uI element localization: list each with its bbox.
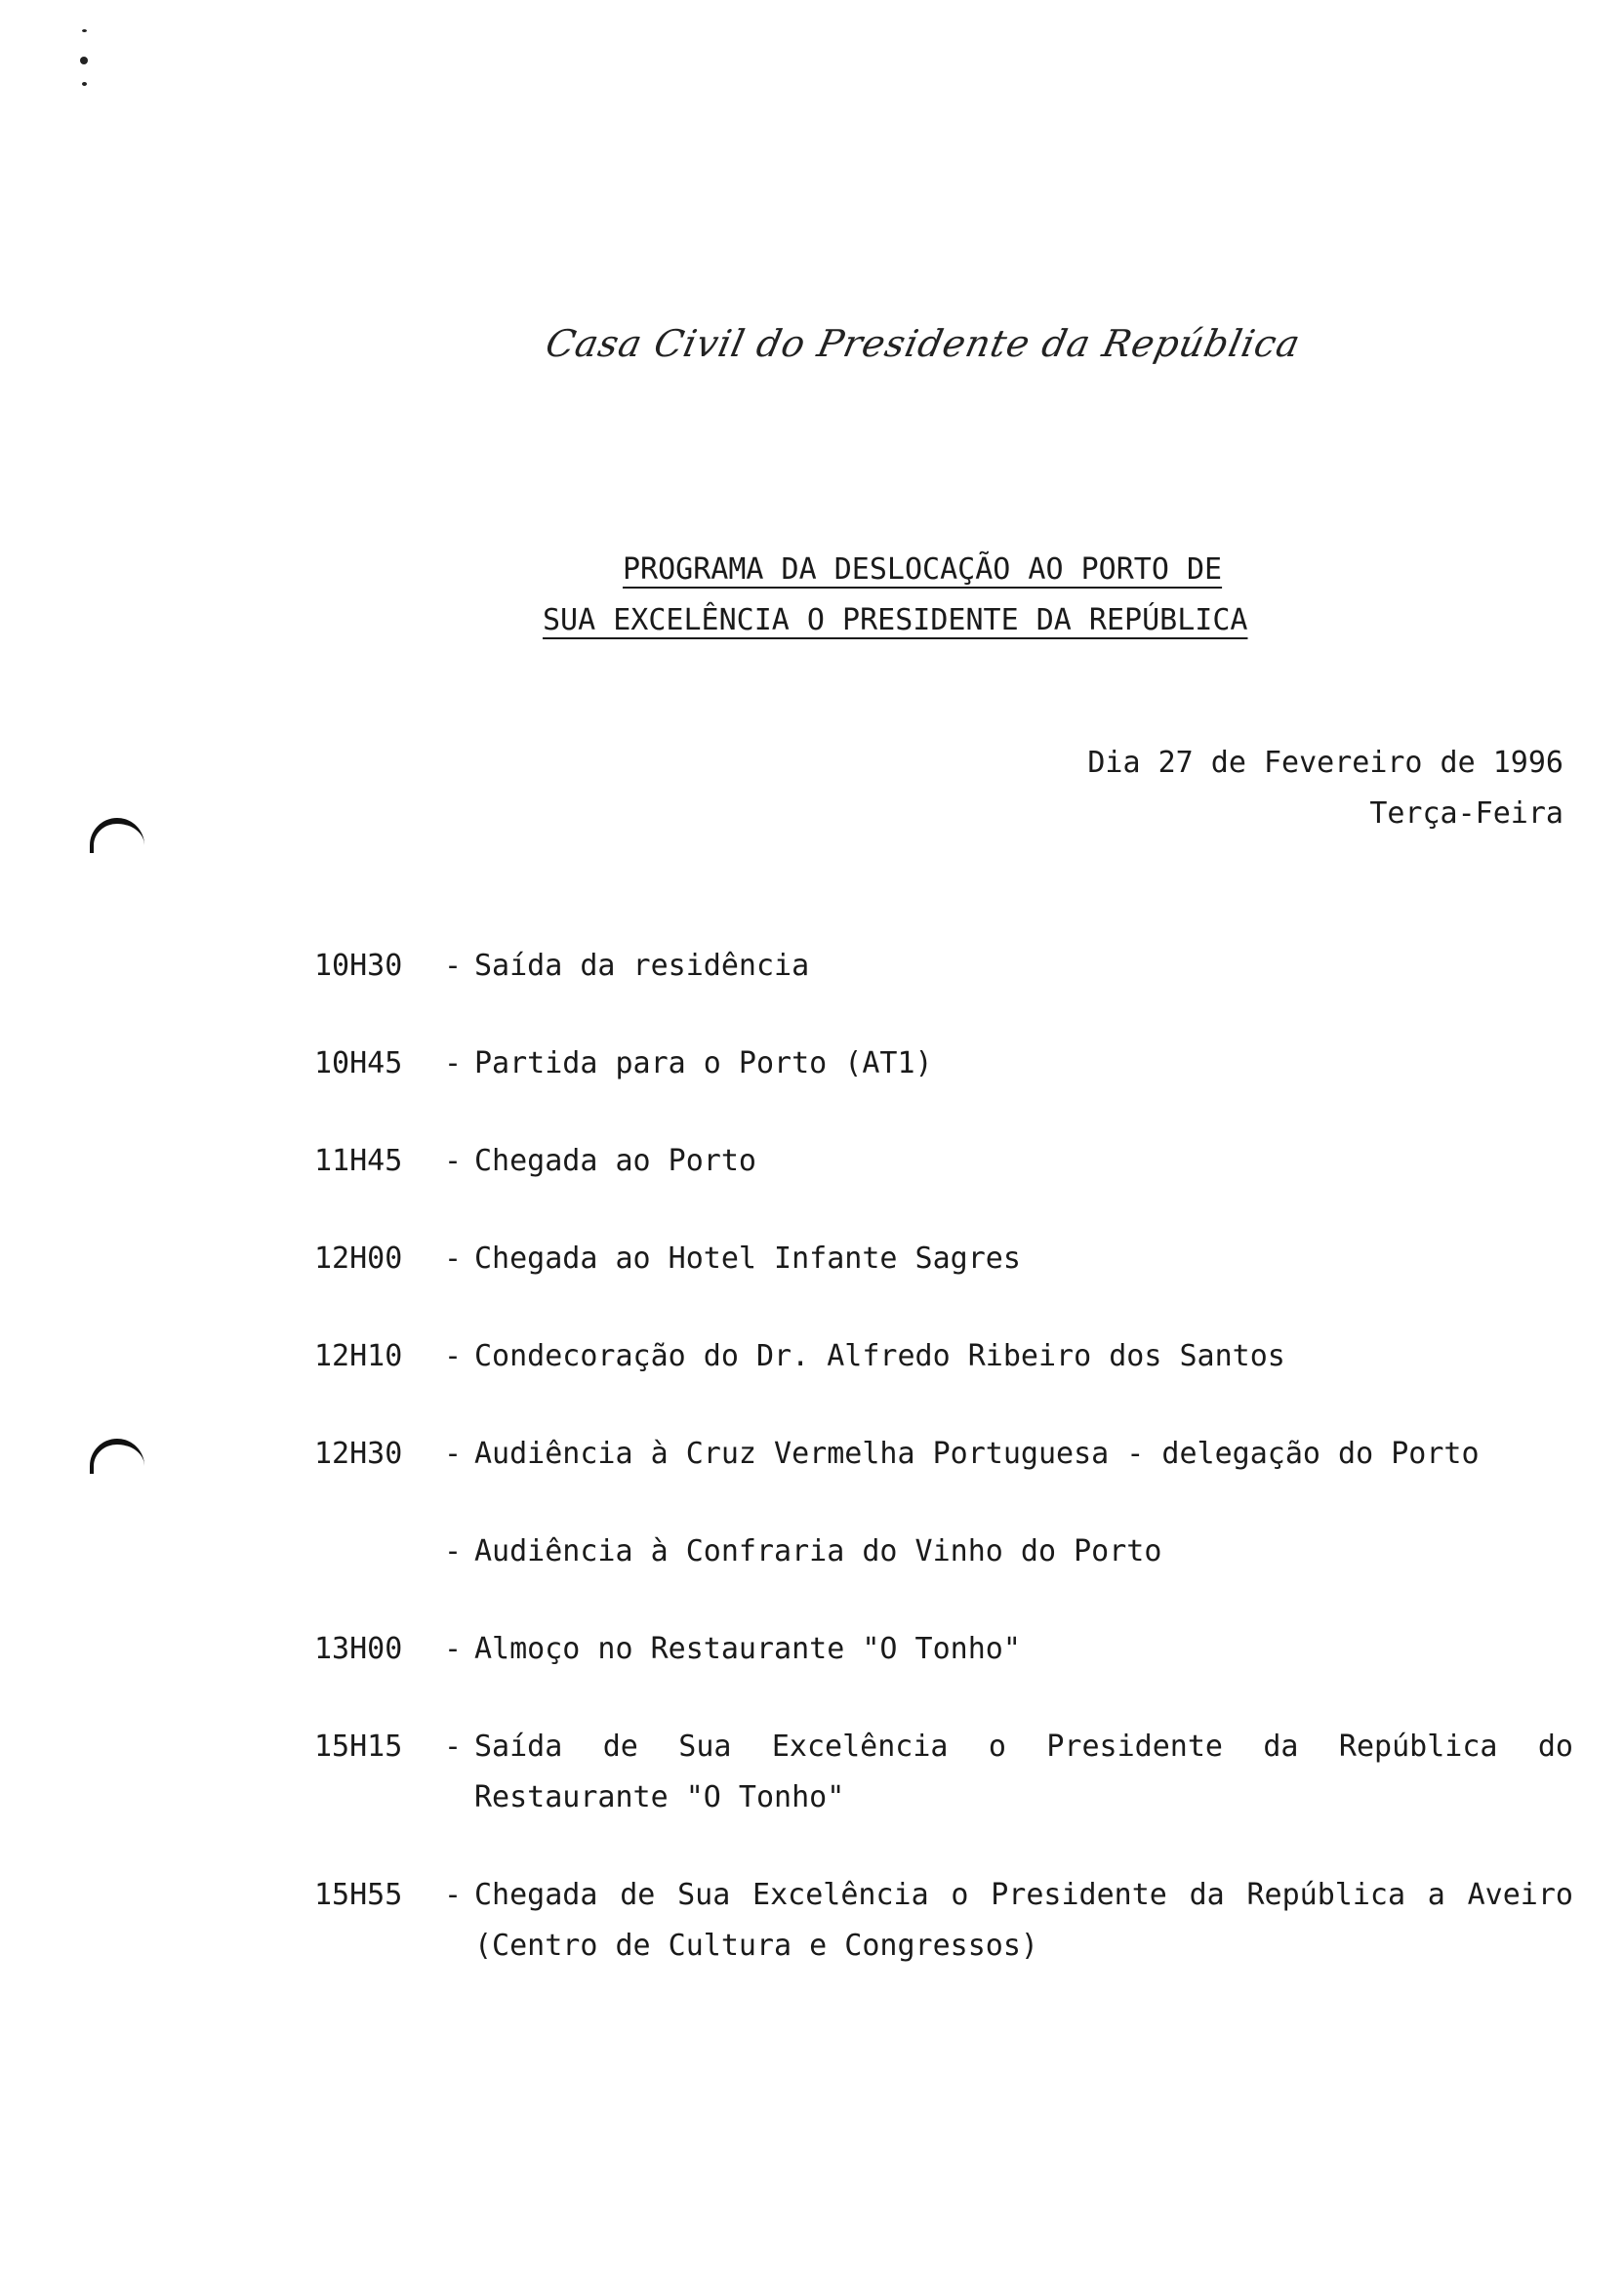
entry-time: 12H10 bbox=[314, 1339, 403, 1373]
schedule-entry bbox=[314, 1870, 1573, 1972]
schedule-entry bbox=[314, 1722, 1573, 1823]
date-day: Dia 27 de Fevereiro de 1996 bbox=[1087, 746, 1563, 780]
entry-dash: - bbox=[443, 949, 463, 983]
entry-description: Saída da residência bbox=[474, 949, 810, 983]
entry-dash: - bbox=[443, 1437, 463, 1471]
schedule-entry bbox=[314, 1331, 1573, 1382]
schedule-entry bbox=[314, 941, 1573, 992]
schedule-list bbox=[314, 941, 1573, 2018]
entry-time: 11H45 bbox=[314, 1144, 403, 1178]
entry-dash: - bbox=[443, 1144, 463, 1178]
title-line-1-text: PROGRAMA DA DESLOCAÇÃO AO PORTO DE bbox=[623, 552, 1223, 587]
mark-dot bbox=[82, 29, 87, 32]
entry-description: Chegada ao Porto bbox=[474, 1144, 756, 1178]
schedule-entry bbox=[314, 1624, 1573, 1675]
entry-description: Audiência à Cruz Vermelha Portuguesa - delegação do Porto bbox=[474, 1437, 1480, 1471]
punch-hole-mark bbox=[90, 818, 144, 853]
entry-description: Partida para o Porto (AT1) bbox=[474, 1046, 933, 1080]
entry-time: 12H30 bbox=[314, 1437, 403, 1471]
date-weekday: Terça-Feira bbox=[1369, 796, 1563, 831]
entry-description: Condecoração do Dr. Alfredo Ribeiro dos Santos bbox=[474, 1339, 1285, 1373]
schedule-entry bbox=[314, 1429, 1573, 1480]
punch-hole-mark bbox=[90, 1439, 144, 1474]
entry-dash: - bbox=[443, 1730, 463, 1764]
entry-time: 10H30 bbox=[314, 949, 403, 983]
date-block bbox=[1087, 738, 1563, 839]
schedule-entry bbox=[314, 1136, 1573, 1187]
mark-dot bbox=[80, 57, 88, 64]
schedule-entry bbox=[314, 1527, 1573, 1577]
entry-description: Chegada ao Hotel Infante Sagres bbox=[474, 1242, 1021, 1276]
title-line-2 bbox=[543, 595, 1347, 646]
entry-dash: - bbox=[443, 1046, 463, 1080]
entry-time: 10H45 bbox=[314, 1046, 403, 1080]
entry-dash: - bbox=[443, 1534, 463, 1568]
letterhead: Casa Civil do Presidente da República bbox=[542, 322, 1305, 365]
entry-dash: - bbox=[443, 1242, 463, 1276]
entry-time: 15H15 bbox=[314, 1730, 403, 1764]
entry-description: Almoço no Restaurante "O Tonho" bbox=[474, 1632, 1021, 1666]
entry-description: Chegada de Sua Excelência o Presidente da República a Aveiro (Centro de Cultura e Congressos) bbox=[474, 1878, 1573, 1963]
entry-dash: - bbox=[443, 1878, 463, 1912]
entry-time: 15H55 bbox=[314, 1878, 403, 1912]
corner-marks bbox=[80, 29, 100, 107]
entry-dash: - bbox=[443, 1339, 463, 1373]
entry-time: 13H00 bbox=[314, 1632, 403, 1666]
title-line-1 bbox=[605, 545, 1347, 595]
schedule-entry bbox=[314, 1234, 1573, 1284]
mark-dot bbox=[82, 82, 87, 86]
entry-description: Saída de Sua Excelência o Presidente da República do Restaurante "O Tonho" bbox=[474, 1730, 1573, 1814]
title-line-2-text: SUA EXCELÊNCIA O PRESIDENTE DA REPÚBLICA bbox=[543, 603, 1248, 637]
document-title bbox=[527, 545, 1347, 646]
entry-description: Audiência à Confraria do Vinho do Porto bbox=[474, 1534, 1162, 1568]
schedule-entry bbox=[314, 1038, 1573, 1089]
entry-time: 12H00 bbox=[314, 1242, 403, 1276]
entry-dash: - bbox=[443, 1632, 463, 1666]
